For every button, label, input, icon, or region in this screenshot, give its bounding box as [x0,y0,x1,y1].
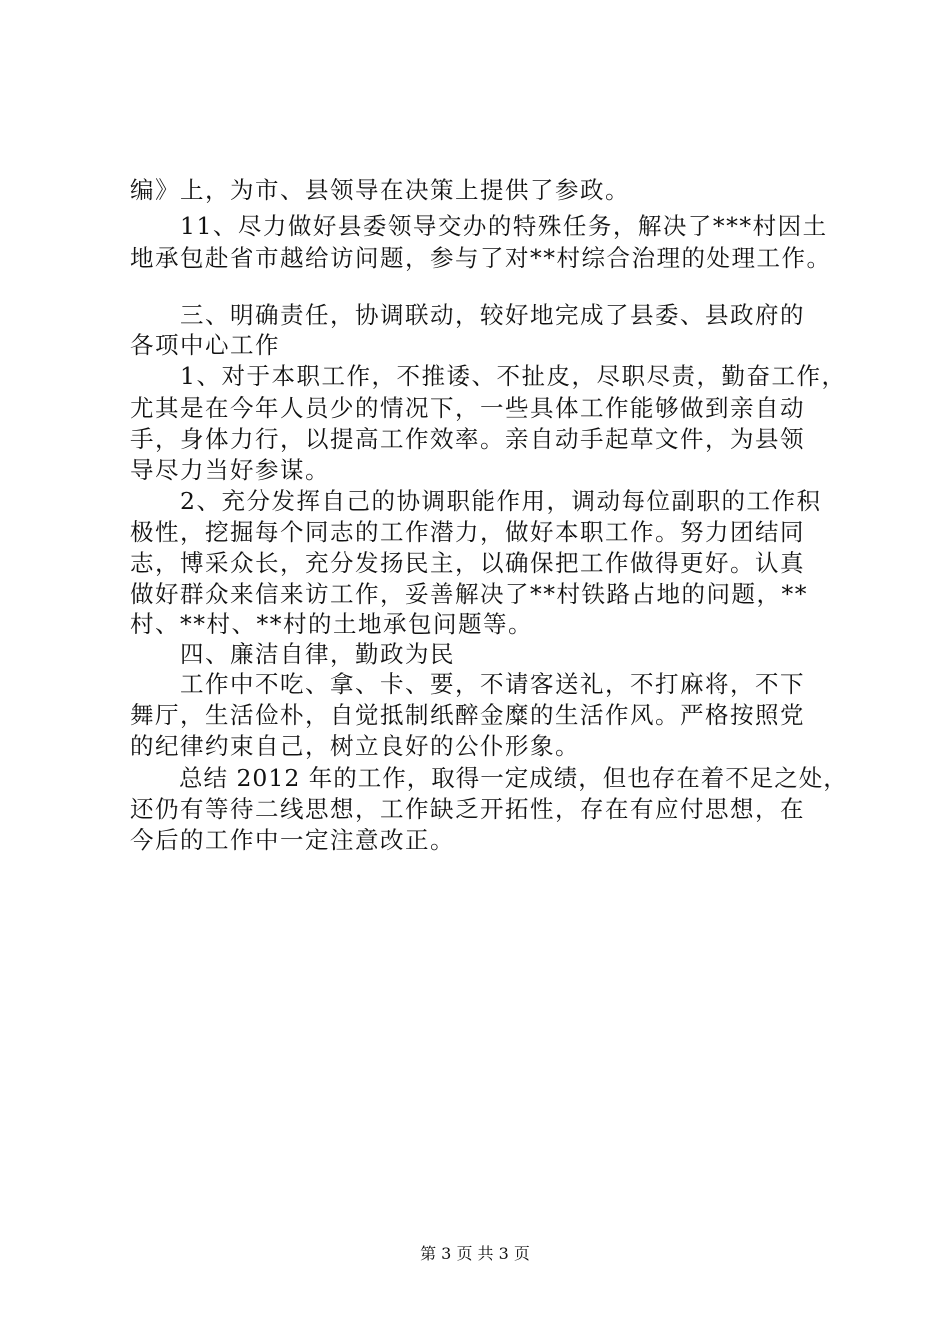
section-heading-3-cont: 各项中心工作 [130,331,280,359]
text-line: 总结 2012 年的工作，取得一定成绩，但也存在着不足之处， [130,764,848,792]
text-line: 还仍有等待二线思想，工作缺乏开拓性，存在有应付思想，在 [130,795,805,823]
text-line: 1、对于本职工作，不推诿、不扯皮，尽职尽责，勤奋工作， [130,362,847,390]
section-heading-4: 四、廉洁自律，勤政为民 [130,640,455,668]
section-heading-3: 三、明确责任，协调联动，较好地完成了县委、县政府的 [130,301,805,329]
text-line: 导尽力当好参谋。 [130,456,330,484]
text-line: 极性，挖掘每个同志的工作潜力，做好本职工作。努力团结同 [130,518,805,546]
text-line: 编》上，为市、县领导在决策上提供了参政。 [130,176,630,204]
text-line: 村、**村、**村的土地承包问题等。 [130,610,533,638]
text-line: 11、尽力做好县委领导交办的特殊任务，解决了***村因土 [130,212,828,240]
text-line: 做好群众来信来访工作，妥善解决了**村铁路占地的问题，** [130,580,808,608]
text-line: 今后的工作中一定注意改正。 [130,826,455,854]
text-line: 手，身体力行，以提高工作效率。亲自动手起草文件，为县领 [130,425,805,453]
text-line: 2、充分发挥自己的协调职能作用，调动每位副职的工作积 [130,487,822,515]
text-line: 尤其是在今年人员少的情况下，一些具体工作能够做到亲自动 [130,394,805,422]
text-line: 地承包赴省市越给访问题，参与了对**村综合治理的处理工作。 [130,244,832,272]
text-line: 的纪律约束自己，树立良好的公仆形象。 [130,732,580,760]
page-number-footer: 第 3 页 共 3 页 [420,1244,530,1263]
text-line: 工作中不吃、拿、卡、要，不请客送礼，不打麻将，不下 [130,670,805,698]
text-line: 舞厅，生活俭朴，自觉抵制纸醉金糜的生活作风。严格按照党 [130,701,805,729]
text-line: 志，博采众长，充分发扬民主，以确保把工作做得更好。认真 [130,549,805,577]
